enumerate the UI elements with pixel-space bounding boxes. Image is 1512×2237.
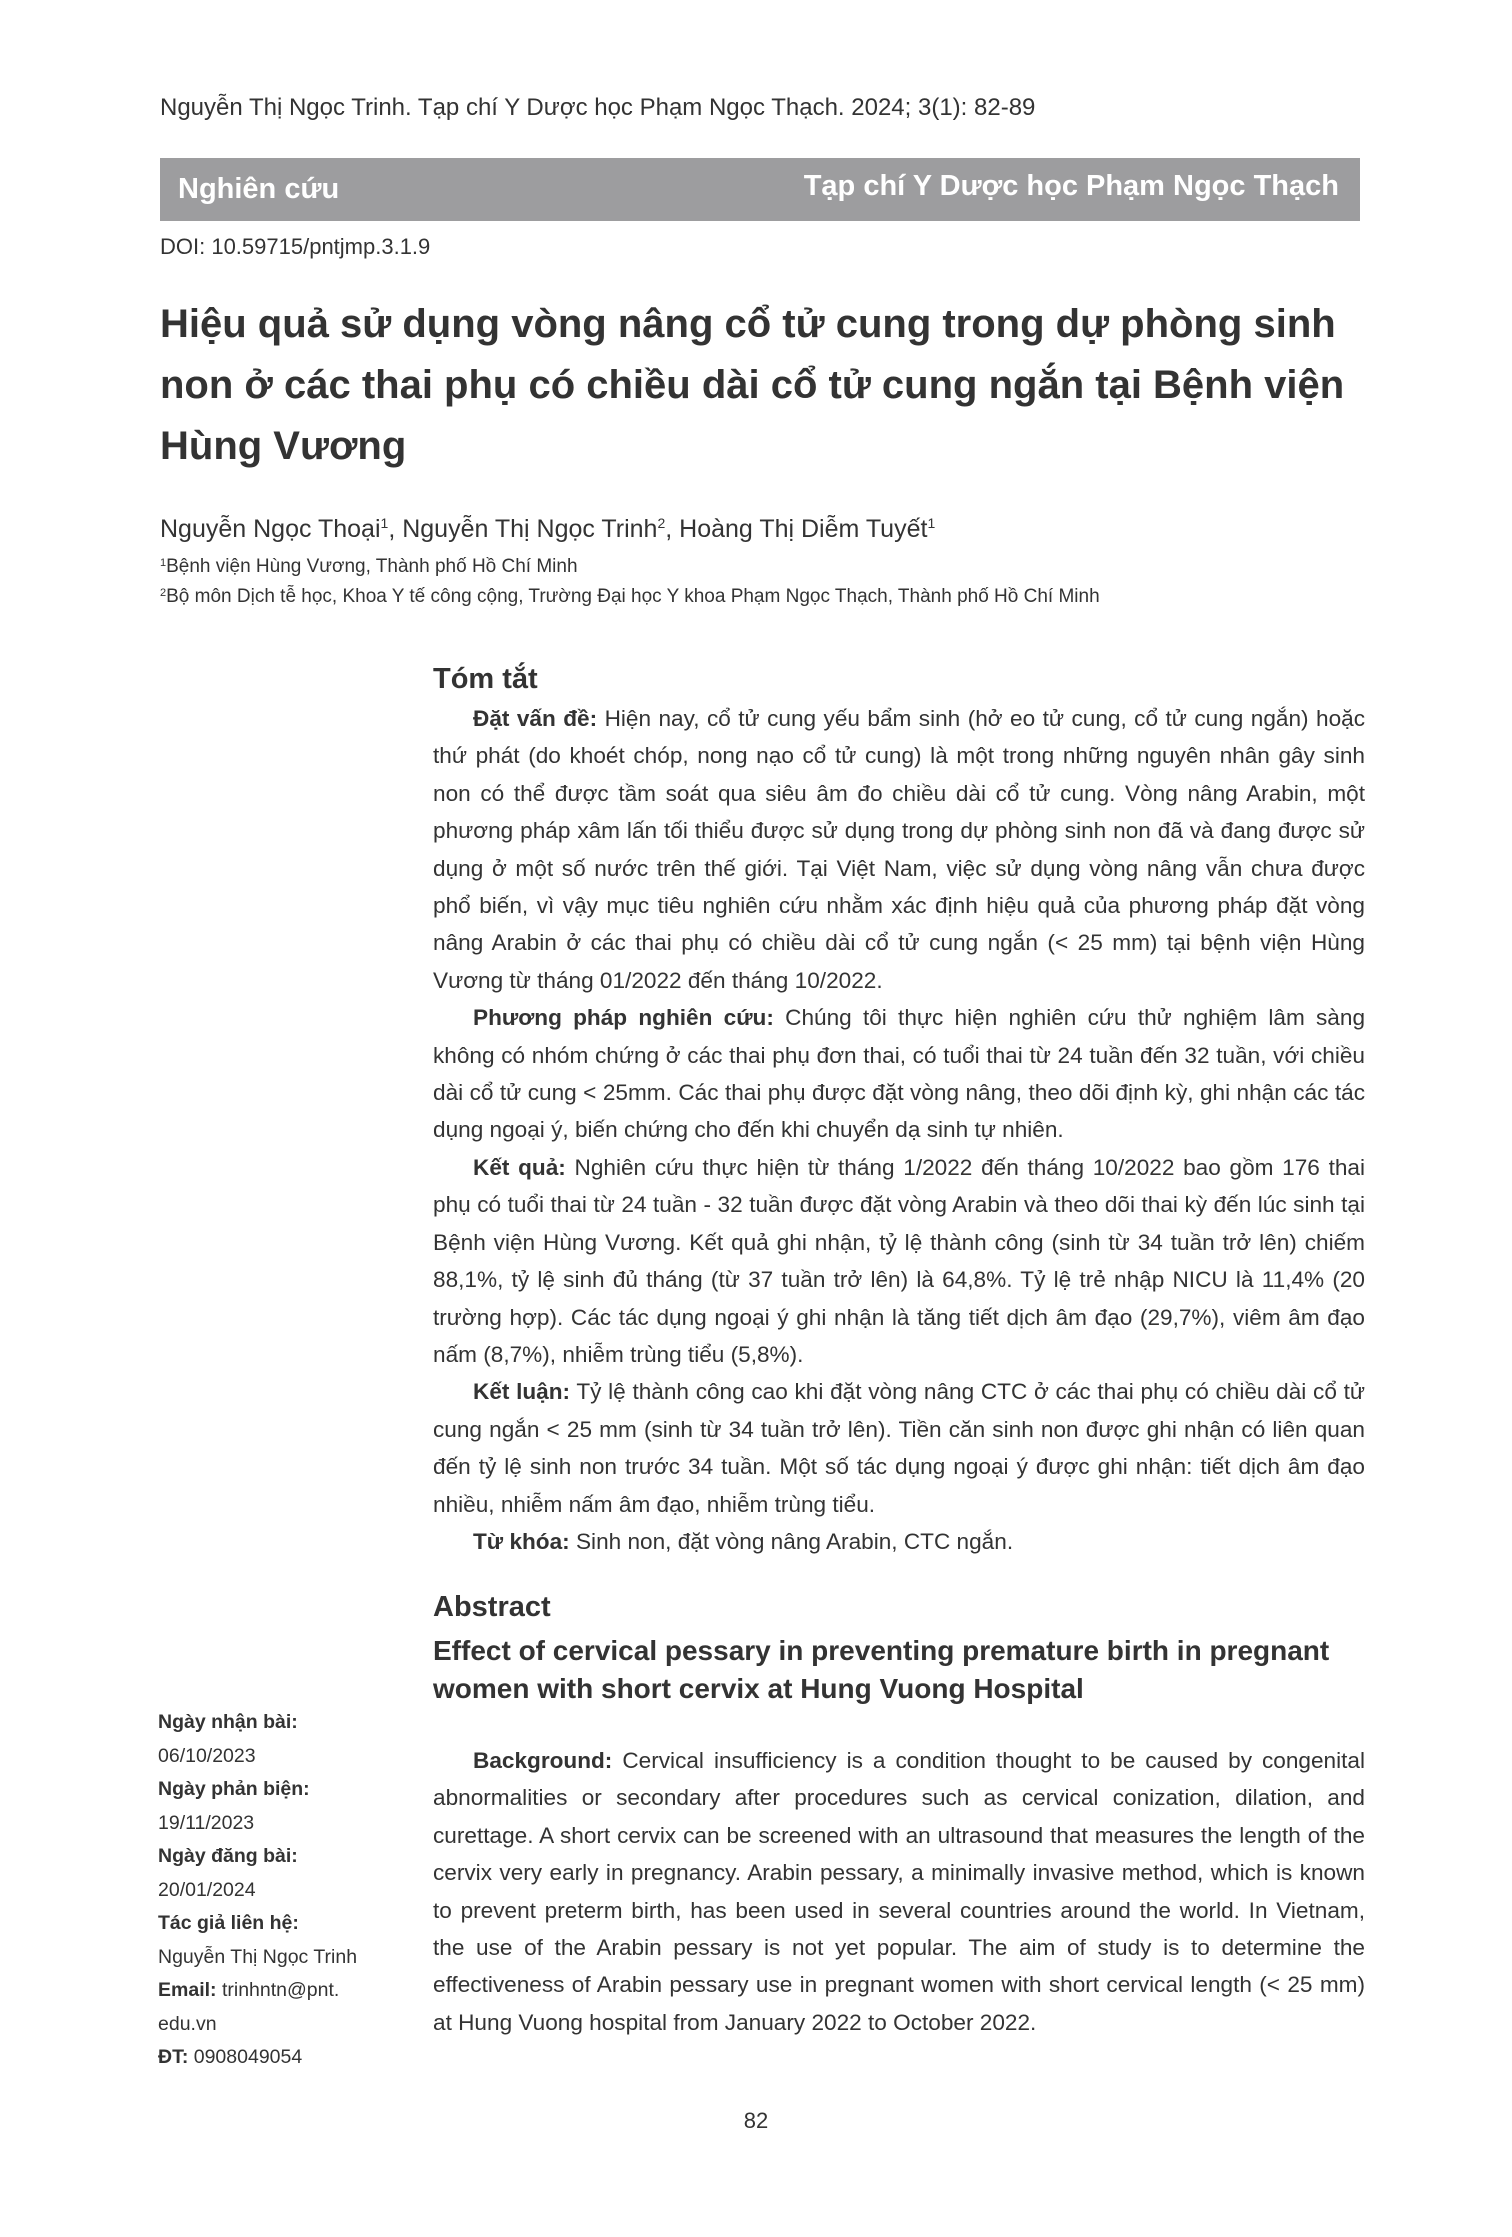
tom-tat-paragraph <box>433 999 1365 1149</box>
affiliation-1 <box>160 556 578 578</box>
received-label: Ngày nhận bài: <box>158 1711 298 1733</box>
paragraph-label: Từ khóa: <box>473 1528 570 1554</box>
published-label: Ngày đăng bài: <box>158 1845 298 1867</box>
paragraph-text: Chúng tôi thực hiện nghiên cứu thử nghiệm lâm sàng không có nhóm chứng ở các thai phụ đơn thai, có tuổi thai từ 24 tuần đến 32 tuần, với chiều dài cổ tử cung < 25mm. Các thai phụ được đặt vòng nâng, theo dõi định kỳ, ghi nhận các tác dụng ngoại ý, biến chứng cho đến khi chuyển dạ sinh tự nhiên. <box>433 1005 1366 1143</box>
author-name: Hoàng Thị Diễm Tuyết <box>679 515 928 543</box>
author-name: Nguyễn Thị Ngọc Trinh <box>402 515 658 543</box>
affiliation-2 <box>160 586 1100 608</box>
doi-link[interactable]: DOI: 10.59715/pntjmp.3.1.9 <box>160 234 431 259</box>
paragraph-text: Sinh non, đặt vòng nâng Arabin, CTC ngắn. <box>569 1528 1014 1554</box>
section-banner <box>160 158 1360 221</box>
banner-journal: Tạp chí Y Dược học Phạm Ngọc Thạch <box>803 170 1339 202</box>
affiliation-text: Bộ môn Dịch tễ học, Khoa Y tế công cộng, Trường Đại học Y khoa Phạm Ngọc Thạch, Thành phố Hồ Chí Minh <box>166 586 1100 607</box>
article-title <box>160 294 1370 477</box>
contact-label: Tác giả liên hệ: <box>158 1912 299 1934</box>
author-sup: 1 <box>380 515 389 531</box>
tom-tat-paragraph <box>433 1149 1365 1373</box>
tom-tat-paragraph <box>433 1523 1365 1560</box>
paragraph-text: Nghiên cứu thực hiện từ tháng 1/2022 đến tháng 10/2022 bao gồm 176 thai phụ có tuổi thai từ 24 tuần - 32 tuần được đặt vòng Arabin và theo dõi thai kỳ đến lúc sinh tại Bệnh viện Hùng Vương. Kết quả ghi nhận, tỷ lệ thành công (sinh từ 34 tuần trở lên) chiếm 88,1%, tỷ lệ sinh đủ tháng (từ 37 tuần trở lên) là 64,8%. Tỷ lệ trẻ nhập NICU là 11,4% (20 trường hợp). Các tác dụng ngoại ý ghi nhận là tăng tiết dịch âm đạo (29,7%), viêm âm đạo nấm (8,7%), nhiễm trùng tiểu (5,8%). <box>433 1154 1365 1367</box>
email-value[interactable]: trinhntn@pnt. <box>216 1979 340 2001</box>
tom-tat-heading: Tóm tắt <box>433 663 538 695</box>
author-sep: , <box>665 515 680 543</box>
banner-category: Nghiên cứu <box>178 173 340 205</box>
author-sup: 1 <box>927 515 936 531</box>
citation-line: Nguyễn Thị Ngọc Trinh. Tạp chí Y Dược học Phạm Ngọc Thạch. 2024; 3(1): 82-89 <box>160 94 1036 121</box>
affiliation-text: Bệnh viện Hùng Vương, Thành phố Hồ Chí Minh <box>166 556 578 577</box>
author-sep: , <box>388 515 403 543</box>
paragraph-label: Đặt vấn đề: <box>473 706 598 731</box>
email-value-cont[interactable]: edu.vn <box>158 2012 217 2035</box>
author-list <box>160 515 935 544</box>
paragraph-label: Kết quả: <box>473 1154 566 1180</box>
review-label: Ngày phản biện: <box>158 1778 310 1800</box>
paragraph-text: Hiện nay, cổ tử cung yếu bẩm sinh (hở eo tử cung, cổ tử cung ngắn) hoặc thứ phát (do khoét chóp, nong nạo cổ tử cung) là một trong những nguyên nhân gây sinh non có thể được tầm soát qua siêu âm đo chiều dài cổ tử cung. Vòng nâng Arabin, một phương pháp xâm lấn tối thiểu được sử dụng trong dự phòng sinh non đã và đang được sử dụng ở một số nước trên thế giới. Tại Việt Nam, việc sử dụng vòng nâng vẫn chưa được phổ biến, vì vậy mục tiêu nghiên cứu nhằm xác định hiệu quả của phương pháp đặt vòng nâng Arabin ở các thai phụ có chiều dài cổ tử cung ngắn (< 25 mm) tại bệnh viện Hùng Vương từ tháng 01/2022 đến tháng 10/2022. <box>433 706 1365 993</box>
page-number: 82 <box>743 2108 769 2133</box>
author-sup: 2 <box>657 515 666 531</box>
contact-name: Nguyễn Thị Ngọc Trinh <box>158 1945 358 1968</box>
published-date: 20/01/2024 <box>158 1878 256 1901</box>
abstract-paragraph <box>433 1742 1365 2041</box>
paragraph-label: Background: <box>473 1748 613 1773</box>
email-label: Email: <box>158 1979 217 2001</box>
title-line: non ở các thai phụ có chiều dài cổ tử cung ngắn tại Bệnh viện <box>160 363 1345 407</box>
abstract-body <box>433 1742 1365 2041</box>
author-name: Nguyễn Ngọc Thoại <box>160 515 381 543</box>
paragraph-label: Phương pháp nghiên cứu: <box>473 1005 774 1031</box>
tom-tat-body <box>433 700 1365 1560</box>
title-line: Hùng Vương <box>160 424 407 468</box>
paragraph-text: Cervical insufficiency is a condition thought to be caused by congenital abnormalities or secondary after procedures such as cervical conization, dilation, and curettage. A short cervix can be screened with an ultrasound that measures the length of the cervix very early in pregnancy. Arabin pessary, a minimally invasive method, which is known to prevent preterm birth, has been used in several countries around the world. In Vietnam, the use of the Arabin pessary is not yet popular. The aim of study is to determine the effectiveness of Arabin pessary use in pregnant women with short cervical length (< 25 mm) at Hung Vuong hospital from January 2022 to October 2022. <box>433 1748 1365 2035</box>
paragraph-label: Kết luận: <box>473 1379 571 1405</box>
english-title: Effect of cervical pessary in preventing premature birth in pregnant women with short cervix at Hung Vuong Hospital <box>433 1635 1330 1704</box>
paragraph-text: Tỷ lệ thành công cao khi đặt vòng nâng CTC ở các thai phụ có chiều dài cổ tử cung ngắn < 25 mm (sinh từ 34 tuần trở lên). Tiền căn sinh non được ghi nhận có liên quan đến tỷ lệ sinh non trước 34 tuần. Một số tác dụng ngoại ý được ghi nhận: tiết dịch âm đạo nhiều, nhiễm nấm âm đạo, nhiễm trùng tiểu. <box>433 1379 1365 1517</box>
review-date: 19/11/2023 <box>158 1811 255 1834</box>
received-date: 06/10/2023 <box>158 1744 256 1767</box>
tom-tat-paragraph <box>433 1373 1365 1523</box>
article-info-sidebar <box>158 1706 408 2075</box>
tom-tat-paragraph <box>433 700 1365 999</box>
title-line: Hiệu quả sử dụng vòng nâng cổ tử cung trong dự phòng sinh <box>160 302 1336 346</box>
phone-label: ĐT: <box>158 2046 189 2068</box>
affiliation-sup: 1 <box>160 557 167 569</box>
abstract-heading: Abstract <box>433 1591 551 1623</box>
affiliation-sup: 2 <box>160 587 167 599</box>
phone-value: 0908049054 <box>188 2046 303 2068</box>
